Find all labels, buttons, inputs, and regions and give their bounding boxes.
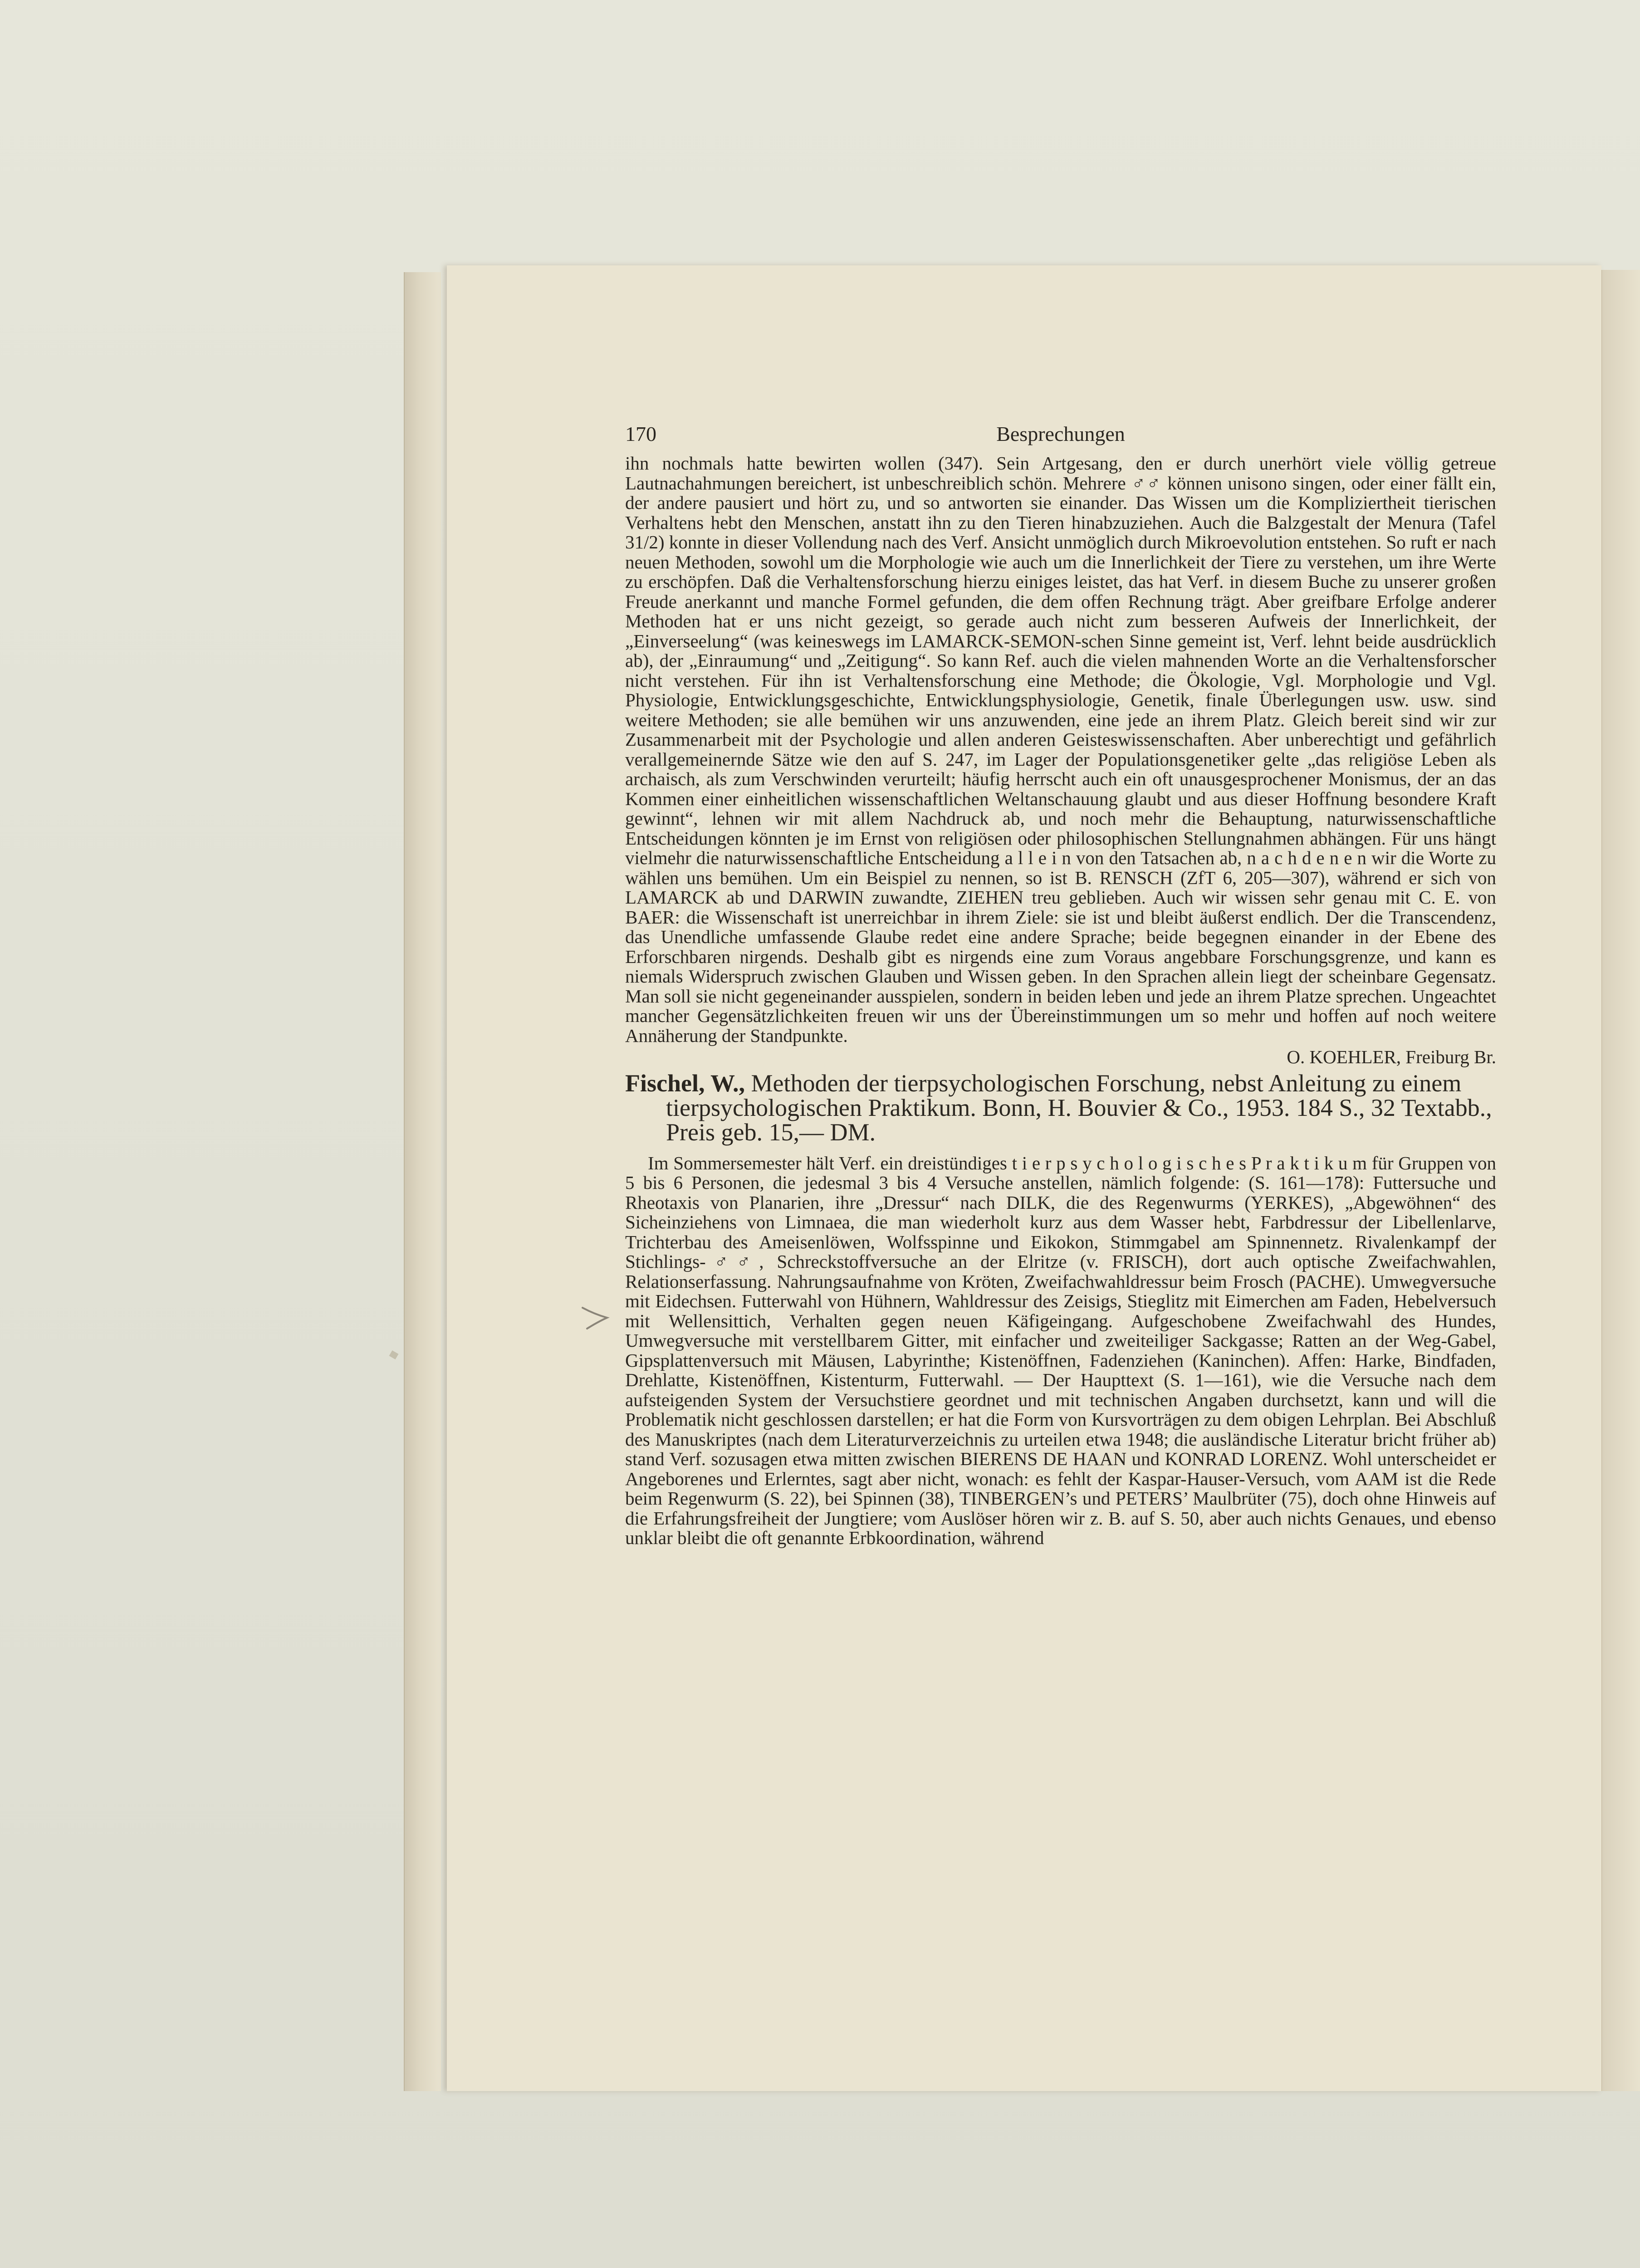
pencil-check-mark [581,1304,612,1331]
page-stack-edge [404,272,441,2091]
page-number: 170 [625,422,656,445]
review-1-paragraph: ihn nochmals hatte bewirten wollen (347). Sein Artgesang, den er durch unerhört viele völlig getreue Lautnachahmungen bereichert, ist unbeschreiblich schön. Mehrere ♂♂ können unisono singen, oder einer fällt ein, der andere pausiert und hört zu, und so antworten sie einander. Das Wissen um die Kompliziertheit tierischen Verhaltens hebt den Menschen, anstatt ihn zu den Tieren hinabzuziehen. Auch die Balzgestalt der Menura (Tafel 31/2) konnte in dieser Vollendung nach des Verf. Ansicht unmöglich durch Mikroevolution entstehen. So ruft er nach neuen Methoden, sowohl um die Morphologie wie auch um die Innerlichkeit der Tiere zu verstehen, um ihre Werte zu erschöpfen. Daß die Verhaltensforschung hierzu einiges leistet, das hat Verf. in diesem Buche zu unserer großen Freude anerkannt und manche Formel gefunden, die dem offen Rechnung trägt. Aber greifbare Erfolge anderer Methoden hat er uns nicht gezeigt, so gerade auch nicht zum besseren Aufweis der Innerlichkeit, der „Einverseelung“ (was keineswegs im LAMARCK-SEMON-schen Sinne gemeint ist, Verf. lehnt beide ausdrücklich ab), der „Einraumung“ und „Zeitigung“. So kann Ref. auch die vielen mahnenden Worte an die Verhaltensforscher nicht verstehen. Für ihn ist Verhaltensforschung eine Methode; die Ökologie, Vgl. Morphologie und Vgl. Physiologie, Entwicklungsgeschichte, Entwicklungsphysiologie, Genetik, finale Überlegungen usw. usw. sind weitere Methoden; sie alle bemühen wir uns anzuwenden, eine jede an ihrem Platz. Gleich bereit sind wir zur Zusammenarbeit mit der Psychologie und allen anderen Geisteswissenschaften. Aber unberechtigt und gefährlich verallgemeinernde Sätze wie den auf S. 247, im Lager der Populationsgenetiker gelte „das religiöse Leben als archaisch, als zum Verschwinden verurteilt; häufig herrscht auch ein oft unausgesprochener Monismus, der an das Kommen einer einheitlichen wissenschaftlichen Weltanschauung glaubt und aus dieser Hoffnung besondere Kraft gewinnt“, lehnen wir mit allem Nachdruck ab, und noch mehr die Behauptung, naturwissenschaftliche Entscheidungen könnten je im Ernst von religiösen oder philosophischen Stellungnahmen abhängen. Für uns hängt vielmehr die naturwissenschaftliche Entscheidung a l l e i n von den Tatsachen ab, n a c h d e n e n wir die Worte zu wählen uns bemühen. Um ein Beispiel zu nennen, so ist B. RENSCH (ZfT 6, 205—307), während er sich von LAMARCK ab und DARWIN zuwandte, ZIEHEN treu geblieben. Auch wir wissen sehr genau mit C. E. von BAER: die Wissenschaft ist unerreichbar in ihrem Ziele: sie ist und bleibt äußerst endlich. Der die Transcendenz, das Unendliche umfassende Glaube redet eine andere Sprache; beide begegnen einander in der Ebene des Erforschbaren nirgends. Deshalb gibt es nirgends eine zum Voraus angebbare Forschungsgrenze, und kann es niemals Widerspruch zwischen Glauben und Wissen geben. In den Sprachen allein liegt der scheinbare Gegensatz. Man soll sie nicht gegeneinander ausspielen, sondern in beiden leben und jede an ihrem Platze sprechen. Ungeachtet mancher Gegensätzlichkeiten freuen wir uns der Übereinstimmungen um so mehr und hoffen auf noch weitere Annäherung der Standpunkte. [625,453,1496,1046]
page-text-block [625,422,1496,1548]
review-2-paragraph: Im Sommersemester hält Verf. ein dreistündiges t i e r p s y c h o l o g i s c h e s P r a k t i k u m für Gruppen von 5 bis 6 Personen, die jedesmal 3 bis 4 Versuche anstellen, nämlich folgende: (S. 161—178): Futtersuche und Rheotaxis von Planarien, ihre „Dressur“ nach DILK, die des Regenwurms (YERKES), „Abgewöhnen“ des Sicheinziehens von Limnaea, die man wiederholt kurz aus dem Wasser hebt, Farbdressur der Libellenlarve, Trichterbau des Ameisenlöwen, Wolfsspinne und Eikokon, Stimmgabel am Spinnennetz. Rivalenkampf der Stichlings-♂♂, Schreckstoffversuche an der Elritze (v. FRISCH), dort auch optische Zweifachwahlen, Relationserfassung. Nahrungsaufnahme von Kröten, Zweifachwahldressur beim Frosch (PACHE). Umwegversuche mit Eidechsen. Futterwahl von Hühnern, Wahldressur des Zeisigs, Stieglitz mit Eimerchen am Faden, Hebelversuch mit Wellensittich, Verhalten gegen neuen Käfigeingang. Aufgeschobene Zweifachwahl des Hundes, Umwegversuche mit verstellbarem Gitter, mit einfacher und zweiteiliger Sackgasse; Ratten an der Weg-Gabel, Gipsplattenversuch mit Mäusen, Labyrinthe; Kistenöffnen, Fadenziehen (Kaninchen). Affen: Harke, Bindfaden, Drehlatte, Kistenöffnen, Kistenturm, Futterwahl. — Der Haupttext (S. 1—161), wie die Versuche nach dem aufsteigenden System der Versuchstiere geordnet und mit technischen Angaben durchsetzt, kann und will die Problematik nicht geschlossen darstellen; er hat die Form von Kursvorträgen zu dem obigen Lehrplan. Bei Abschluß des Manuskriptes (nach dem Literaturverzeichnis zu urteilen etwa 1948; die ausländische Literatur bricht früher ab) stand Verf. sozusagen etwa mitten zwischen BIERENS DE HAAN und KONRAD LORENZ. Wohl unterscheidet er Angeborenes und Erlerntes, sagt aber nicht, wonach: es fehlt der Kaspar-Hauser-Versuch, vom AAM ist die Rede beim Regenwurm (S. 22), bei Spinnen (38), TINBERGEN’s und PETERS’ Maulbrüter (75), doch ohne Hinweis auf die Erfahrungsfreiheit der Jungtiere; vom Auslöser hören wir z. B. auf S. 50, aber auch nichts Genaues, und ebenso unklar bleibt die oft genannte Erbkoordination, während [625,1152,1496,1548]
review-2-heading [625,1071,1496,1144]
book-citation: Methoden der tierpsychologischen Forschung, nebst Anleitung zu einem tierpsychologischen Praktikum. Bonn, H. Bouvier & Co., 1953. 184 S., 32 Textabb., Preis geb. 15,— DM. [666,1069,1492,1146]
book-author: Fischel, W., [625,1069,745,1097]
running-title: Besprechungen [996,422,1125,445]
running-head [625,422,1496,454]
reviewer-signature: O. KOEHLER, Freiburg Br. [1287,1046,1496,1067]
facing-page-edge [1601,270,1640,2091]
